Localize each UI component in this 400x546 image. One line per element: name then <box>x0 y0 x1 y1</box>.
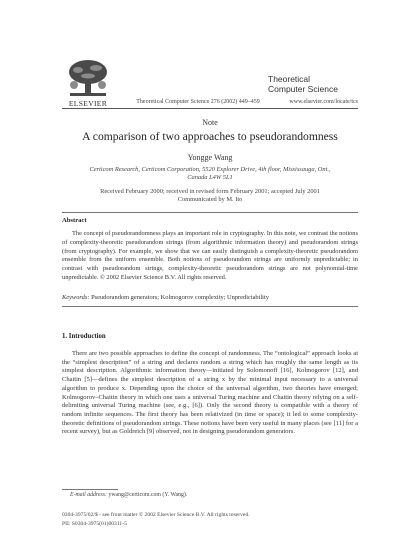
journal-citation: Theoretical Computer Science 276 (2002) 449–459 <box>136 99 260 105</box>
article-title: A comparison of two approaches to pseudorandomness <box>82 130 338 143</box>
article-kind: Note <box>202 118 218 127</box>
elsevier-tree-logo-icon <box>64 58 112 98</box>
journal-url[interactable]: www.elsevier.com/locate/tcs <box>289 99 358 105</box>
author-name: Yongge Wang <box>187 153 233 162</box>
journal-name-line-1: Theoretical <box>268 74 311 84</box>
communicated-by: Communicated by M. Ito <box>177 196 243 204</box>
article-dates <box>62 188 358 205</box>
keywords <box>62 294 358 302</box>
journal-name <box>268 74 358 94</box>
keywords-list: Pseudorandom generators; Kolmogorov complexity; Unpredictability <box>91 294 269 301</box>
abstract-text: The concept of pseudorandomness plays an important role in cryptography. In this note, we contrast the notions of complexity-theoretic pseudorandom strings (from algorithmic information theory) and pseudorandom strings (from cryptography). For example, we show that we can easily distinguish a complexity-theoretic pseudorandom ensemble from the uniform ensemble. Both notions of pseudorandom strings are uniformly unpredictable; in contrast with pseudorandom strings, complexity-theoretic pseudorandom strings are not polynomial-time unpredictable. © 2002 Elsevier Science B.V. All rights reserved. <box>62 230 358 281</box>
pii-line: PII: S0304-3975(01)00311-5 <box>62 521 127 527</box>
section-heading: 1. Introduction <box>62 333 106 340</box>
abstract-bottom-divider <box>62 306 358 307</box>
section-body-text: There are two possible approaches to define the concept of randomness. The “ontological” approach looks at the “simplest description” of a string and declares random a string which has roughly the same length as its simplest description. Algorithmic information theory—initiated by Solomonoff [16], Kolmogorov [12], and Chaitin [5]—defines the simplest description of a string x by the minimal input necessary to a universal algorithm to produce x. Depending upon the choice of the universal algorithm, two theories have emerged; Kolmogorov–Chaitin theory in which one uses a universal Turing machine and Chaitin theory relying on a self-delimiting universal Turing machine (see, e.g., [6]). Only the second theory is compatible with a theory of random infinite sequences. The first theory has been relativized (in time or space); it led to some complexity-theoretic definitions of pseudorandom strings. These notions have been very useful in many places (see [11] for a recent survey), but as Goldreich [9] observed, not in designing pseudorandom generators. <box>62 350 358 436</box>
publisher-name: ELSEVIER <box>68 99 108 108</box>
affiliation-line-2: Canada L4W 5L1 <box>187 174 233 182</box>
keywords-label: Keywords: <box>62 294 90 301</box>
abstract-heading: Abstract <box>62 217 87 224</box>
received-dates: Received February 2000; received in revised form February 2001; accepted July 2001 <box>100 188 320 195</box>
header-divider <box>62 108 358 109</box>
journal-name-line-2: Computer Science <box>268 84 338 94</box>
author-email-footnote <box>62 492 358 498</box>
footnote-divider <box>62 489 118 490</box>
issn-line: 0304-3975/02/$ - see front matter © 2002 Elsevier Science B.V. All rights reserved. <box>62 512 250 518</box>
abstract-top-divider <box>62 212 358 213</box>
affiliation-line-1: Certicom Research, Certicom Corporation, 5520 Explorer Drive, 4th floor, Mississauga, Ont., <box>89 166 331 173</box>
email-address[interactable]: ywang@certicom.com (Y. Wang). <box>108 492 188 498</box>
author-affiliation <box>62 166 358 183</box>
email-label: E-mail address: <box>70 492 107 498</box>
